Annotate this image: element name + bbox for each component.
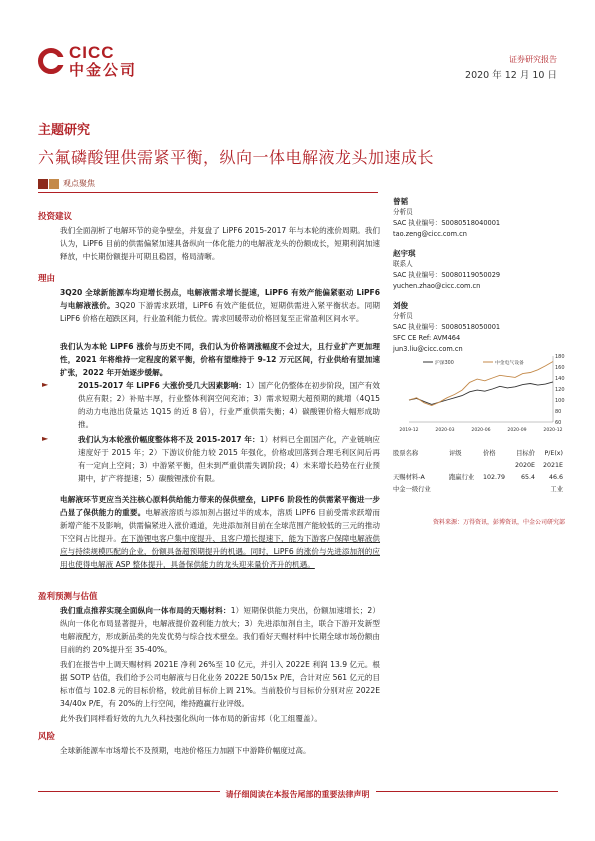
table-row	[393, 484, 565, 496]
bullet-paragraph-2	[78, 433, 380, 485]
td: 46.6	[548, 474, 563, 481]
bullet-arrow-icon: ►	[42, 380, 49, 389]
section-heading-reason: 理由	[38, 274, 56, 284]
analyst-role: 分析员	[393, 312, 413, 320]
analyst-role: 分析员	[393, 208, 413, 216]
series-label: 主题研究	[38, 123, 91, 138]
th-year: 2020E	[514, 462, 535, 469]
source-note: 资料来源：万得资讯，彭博资讯，中金公司研究部	[432, 519, 565, 526]
f-bold: 我们重点推荐实现全面纵向一体布局的天赐材料：	[60, 606, 231, 615]
footer-text: 请仔细阅读在本报告尾部的重要法律声明	[220, 790, 376, 799]
forecast-paragraph-3: 此外我们同样看好效的九九久科技强化纵向一体布局的新宙邦（化工组覆盖）。	[60, 714, 322, 723]
rating-table	[393, 448, 565, 496]
series-line-0	[409, 382, 553, 405]
analyst-name: 赵宇琪	[393, 249, 416, 258]
legend-label: 沪深300	[435, 361, 454, 366]
tag-square-icon	[38, 179, 48, 189]
y-tick-label: 160	[555, 365, 565, 371]
y-tick-label: 180	[555, 354, 565, 360]
p3-text: 电解液溶质与添加剂占据过半的成本，溶质 LiPF6 目前受需求跃增而新增产能不及影响，供需偏紧进入涨价通道，先进添加剂目前在全球范围产能较低的三元的推动下空间占比提升。	[60, 508, 380, 543]
th: 评级	[449, 450, 462, 457]
analyst-role: 联系人	[393, 260, 413, 268]
analyst-sfc: SFC CE Ref: AVM464	[393, 334, 461, 342]
y-tick-label: 80	[555, 409, 562, 415]
td: 102.79	[483, 474, 506, 481]
x-tick-label: 2020-12	[543, 428, 563, 433]
legend-label: 中金电气设备	[495, 361, 524, 366]
b2-text: 1）材料已全面国产化，产业链响应速度好于 2015 年；2）下游议价能力较 2015 年强化，价格或回落到合理毛利区间后再有一定向上空间；3）中游紧平衡，但未到严重供需失调阶段；4）未来增长趋势在行业预期中，扩产将提速；5）碳酸锂涨价有限。	[78, 435, 380, 483]
logo-en: CICC	[69, 43, 115, 62]
y-tick-label: 120	[555, 387, 565, 393]
table-row	[393, 472, 565, 484]
reason-p1-bold: 3Q20 全球新能源车均迎增长拐点，电解液需求增长提速，LiPF6 有效产能偏紧驱动 LiPF6 与电解液涨价。	[60, 288, 380, 310]
reason-paragraph-1	[60, 286, 380, 325]
cicc-logo-icon	[38, 48, 64, 74]
x-tick-label: 2020-03	[435, 428, 455, 433]
analyst-license: SAC 执业编号：S0080518040001	[393, 219, 501, 227]
table-header	[393, 448, 565, 460]
p3-underlined: 在下游锂电客户集中度提升、且客户增长提速下，能为下游客户保障电解液供应与持续规模匹配的企业，份额具备超预期提升的机遇。同时，LiPF6 的涨价与先进添加剂的应用也使得电解液 ASP 整体提升，具备保供能力的龙头迎来量价齐升的机遇。	[60, 534, 381, 569]
bullet-arrow-icon: ►	[42, 434, 49, 443]
td: 跑赢行业	[449, 474, 475, 481]
td	[483, 484, 505, 496]
tag-row	[38, 178, 95, 189]
table-subheader	[393, 460, 565, 472]
forecast-paragraph-1	[60, 604, 380, 656]
cicc-logo	[38, 44, 137, 78]
x-tick-label: 2019-12	[399, 428, 419, 433]
logo-cn: 中金公司	[69, 61, 138, 79]
title-divider	[38, 192, 378, 193]
f1-text: 1）短期保供能力突出，份额加速增长；2）纵向一体化布局显著提升，电解液提价盈利能力放大；3）先进添加剂自主，联合下游开发新型电解液配方，形成新品类的先发优势与综合技术壁垒。我们看好天赐材料中长期全球市场份额由目前的约 20%提升至 35-40%。	[60, 606, 380, 654]
invest-paragraph: 我们全面剖析了电解环节的竞争壁垒，并复盘了 LiPF6 2015-2017 年与本轮的涨价周期。我们认为，LiPF6 目前的供需偏紧加速具备纵向一体化能力的电解液龙头的份额成长，短期利润加速释放，中长期份额提升可期且稳固，格局清晰。	[60, 226, 380, 261]
p3-bold: 电解液环节更应当关注核心原料供给能力带来的保供壁垒，LiPF6 阶段性的供需紧平衡进一步凸显了保供能力的重要。	[60, 495, 380, 517]
bullet-paragraph-1	[78, 379, 380, 431]
td	[505, 484, 535, 496]
y-tick-label: 140	[555, 376, 565, 382]
reason-paragraph-2: 我们认为本轮 LiPF6 涨价与历史不同，我们认为价格调涨幅度不会过大，且行业扩产更加理性，2021 年将维持一定程度的紧平衡，价格有望维持于 9-12 万元区间，行业供给有望加速扩张，2022 年开始逐步缓解。	[60, 342, 380, 377]
section-heading-forecast: 盈利预测与估值	[38, 592, 98, 602]
analyst-license: SAC 执业编号：S0080518050001	[393, 323, 501, 331]
analyst-license: SAC 执业编号：S0080119050029	[393, 271, 501, 279]
report-type: 证券研究报告	[509, 55, 557, 64]
x-tick-label: 2020-06	[471, 428, 491, 433]
analyst-email[interactable]: jun3.liu@cicc.com.cn	[393, 345, 463, 353]
section-heading-invest: 投资建议	[38, 212, 73, 222]
report-date: 2020 年 12 月 10 日	[465, 70, 557, 81]
page-title: 六氟磷酸锂供需紧平衡，纵向一体电解液龙头加速成长	[38, 148, 435, 167]
b1-bold: 2015-2017 年 LiPF6 大涨价受几大因素影响：	[78, 381, 246, 390]
th: P/E(x)	[544, 450, 563, 457]
y-tick-label: 60	[555, 420, 562, 426]
b1-text: 1）国产化仍整体在初步阶段，国产有效供应有限；2）补贴丰厚，行业整体利润空间充沛；3）需求短期大超预期的跳增（4Q15 的动力电池出货量达 1Q15 的近 8 倍），行业严重供需失衡；4）碳酸锂价格大幅形成助推。	[78, 381, 380, 429]
forecast-paragraph-2: 我们在报告中上调天赐材料 2021E 净利 26%至 10 亿元，并引入 2022E 利润 13.9 亿元。根据 SOTP 估值，我们给予公司电解液与日化业务 2022E 50/15x P/E，合计对应 561 亿元的目标市值与 102.8 元的目标价格，较此前目标价上调 21%。当前股价与目标价分别对应 2022E 34/40x P/E，有 20%的上行空间，维持跑赢行业评级。	[60, 660, 380, 708]
th: 股票名称	[393, 450, 419, 457]
analyst-name: 曾韬	[393, 197, 408, 206]
performance-chart	[393, 350, 565, 440]
tag-label: 观点聚焦	[63, 179, 95, 188]
analyst-email[interactable]: tao.zeng@cicc.com.cn	[393, 230, 467, 238]
section-heading-risk: 风险	[38, 732, 56, 742]
y-tick-label: 100	[555, 398, 565, 404]
td: 65.4	[520, 474, 535, 481]
td	[449, 484, 483, 496]
b2-bold: 我们认为本轮涨价幅度整体将不及 2015-2017 年：	[78, 435, 260, 444]
th: 目标价	[516, 450, 535, 457]
td: 天赐材料-A	[393, 474, 425, 481]
risk-paragraph: 全球新能源车市场增长不及预期，电池价格压力加剧下中游降价幅度过高。	[60, 746, 311, 755]
analyst-email[interactable]: yuchen.zhao@cicc.com.cn	[393, 282, 481, 290]
paragraph-3	[60, 493, 380, 571]
th-year: 2021E	[542, 462, 563, 469]
td: 中金一级行业	[393, 486, 431, 493]
x-tick-label: 2020-09	[507, 428, 527, 433]
footer-disclaimer	[0, 789, 595, 800]
th: 价格	[483, 450, 496, 457]
reason-p1-text: 3Q20 下游需求跃增，LiPF6 有效产能低位，短期供需进入紧平衡状态。同期 LiPF6 价格在超跌区间，行业盈利能力低位。需求回暖带动价格回复至正常盈利区间水平。	[60, 301, 381, 323]
tag-square-icon	[49, 179, 59, 189]
analyst-name: 刘俊	[393, 301, 408, 310]
analyst-block	[393, 196, 563, 355]
td: 工业	[550, 486, 563, 493]
